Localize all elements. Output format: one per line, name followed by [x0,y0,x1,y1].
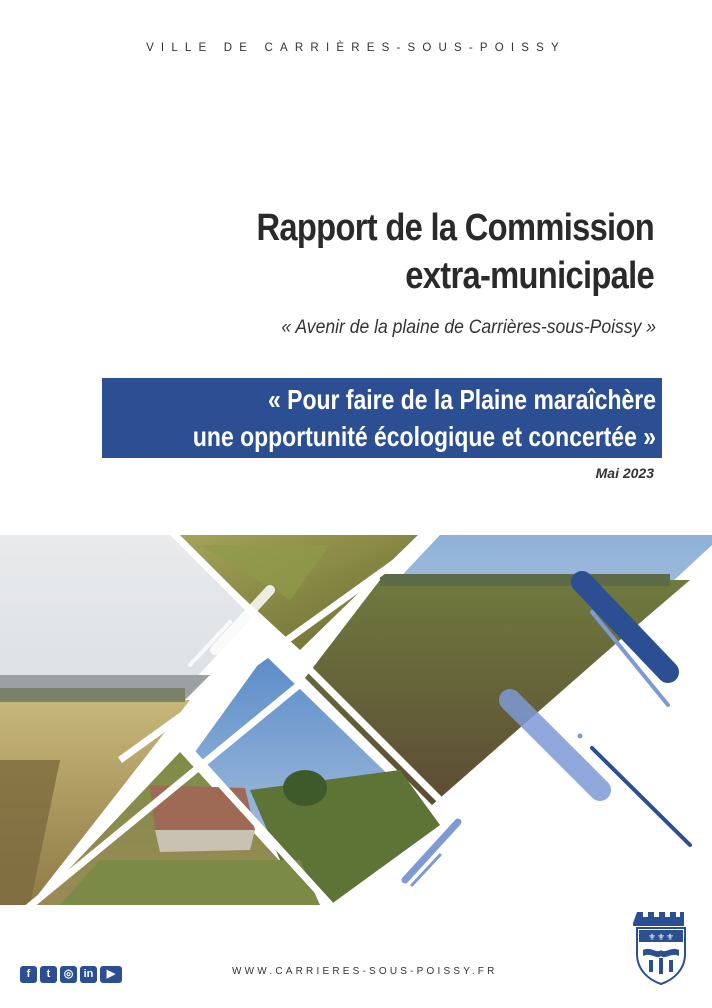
instagram-icon[interactable]: ◎ [60,966,77,983]
city-crest-icon [633,910,689,986]
report-subtitle: « Avenir de la plaine de Carrières-sous-Poissy » [281,316,656,338]
twitter-icon[interactable]: t [40,966,57,983]
facebook-icon[interactable]: f [20,966,37,983]
city-header: VILLE DE CARRIÈRES-SOUS-POISSY [146,42,566,54]
youtube-icon[interactable]: ▶ [100,966,122,983]
svg-text:⚜: ⚜ [648,933,657,943]
title-line-2: extra-municipale [405,255,654,297]
website-link[interactable]: WWW.CARRIERES-SOUS-POISSY.FR [232,966,498,977]
blue-accent-dot [578,734,583,739]
light-blue-accent-bar [510,700,600,790]
social-links [20,966,122,983]
report-title [172,204,654,300]
banner-line-2: une opportunité écologique et concertée » [192,421,656,452]
banner-line-1: « Pour faire de la Plaine maraîchère [268,384,656,415]
svg-text:⚜: ⚜ [657,933,666,943]
linkedin-icon[interactable]: in [80,966,97,983]
svg-text:⚜: ⚜ [666,933,675,943]
title-line-1: Rapport de la Commission [256,207,654,249]
report-date: Mai 2023 [595,465,654,481]
quote-banner [148,381,656,455]
photo-collage [0,528,712,928]
